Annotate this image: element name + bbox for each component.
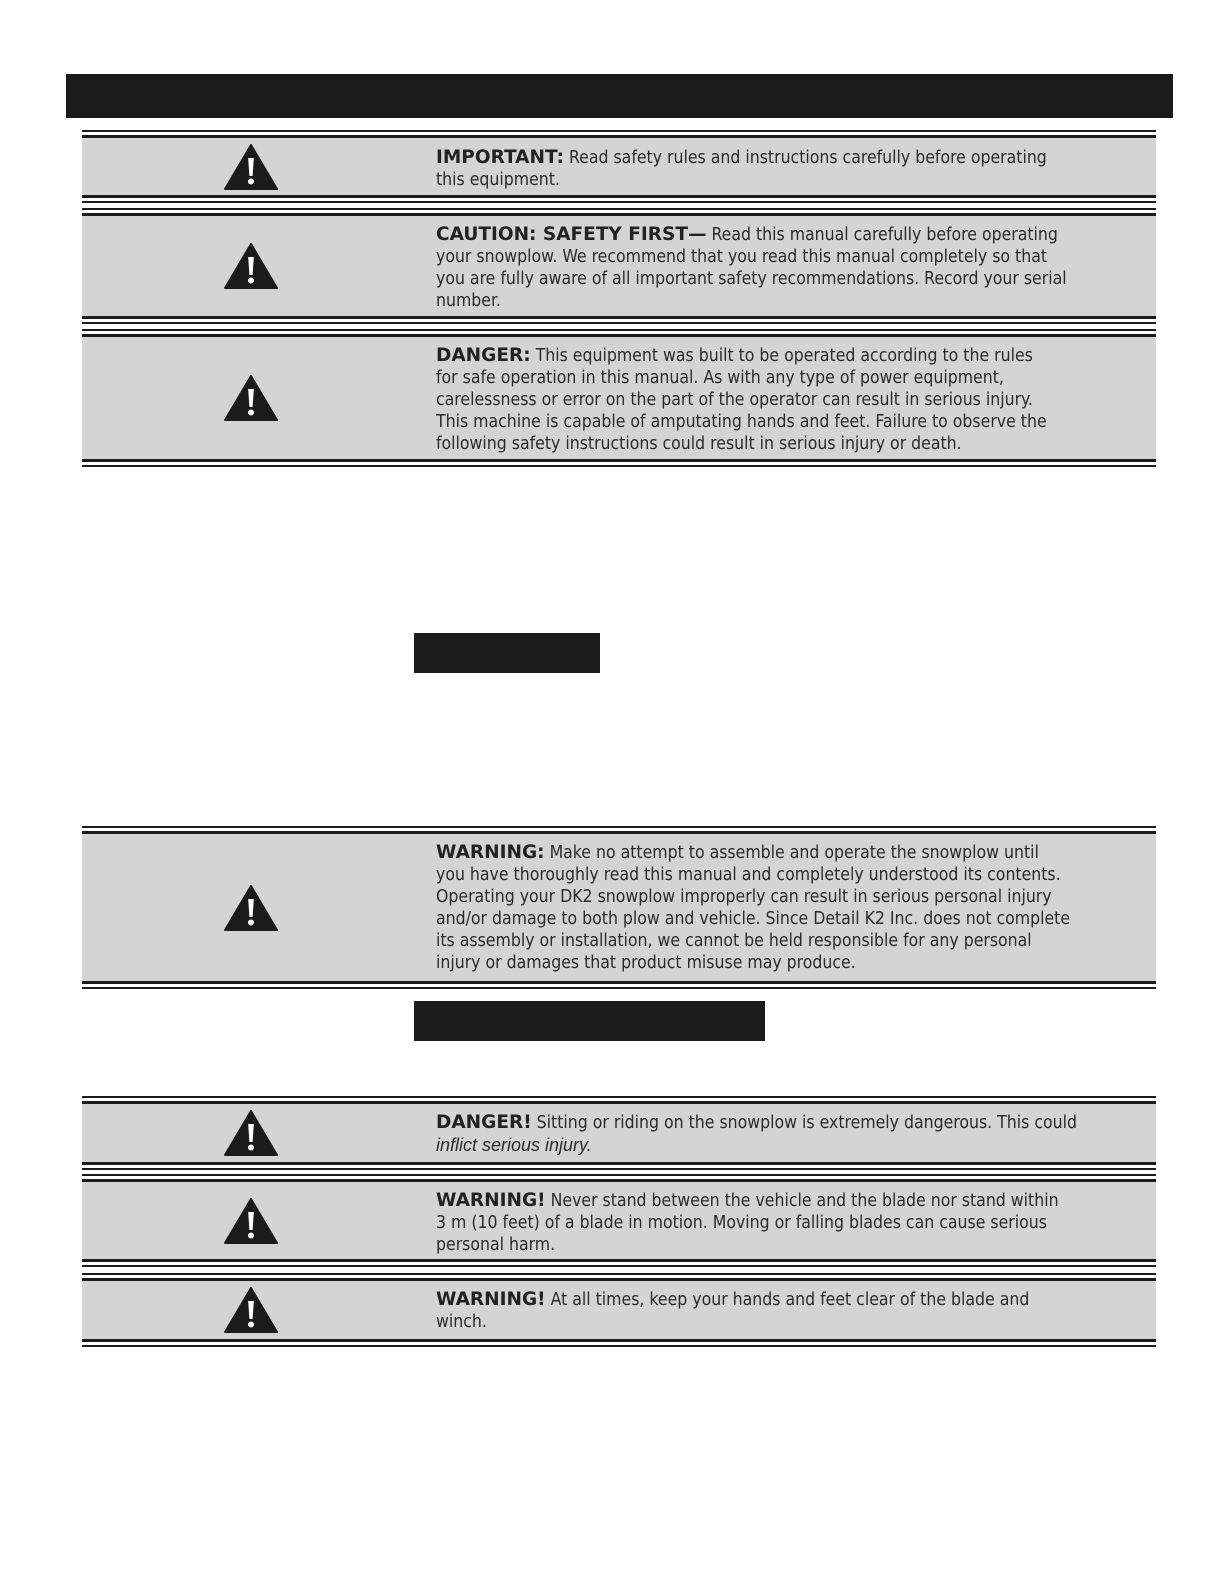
warning-triangle-icon <box>223 242 279 290</box>
notice-body: This equipment was built to be operated according to the rules for safe operation in this manual. As with any type of power equipment, carelessness or error on the part of the operator can result in serious injury. This machine is capable of amputating hands and feet. Failure to observe the following safety instructions could result in serious injury or death. <box>436 346 1047 454</box>
notice-text <box>436 147 1142 191</box>
warning-triangle-icon <box>223 374 279 422</box>
notice-lead: DANGER! <box>436 1112 532 1133</box>
notice-important <box>82 135 1156 198</box>
notice-lead: WARNING! <box>436 1190 546 1211</box>
notice-lead: WARNING! <box>436 1289 546 1310</box>
notice-text <box>436 1112 1146 1157</box>
notice-warning-stand <box>82 1179 1156 1262</box>
notice-body: Read safety rules and instructions carefully before operating this equipment. <box>436 148 1047 190</box>
notice-lead: WARNING: <box>436 842 545 863</box>
notice-danger-riding <box>82 1101 1156 1165</box>
notice-text <box>436 1289 1142 1333</box>
warning-triangle-icon <box>223 884 279 932</box>
notice-body: Make no attempt to assemble and operate the snowplow until you have thoroughly read this manual and completely understood its contents. Operating your DK2 snowplow improperly can result in serious personal injury and/or damage to both plow and vehicle. Since Detail K2 Inc. does not complete its assembly or installation, we cannot be held responsible for any personal injury or damages that product misuse may produce. <box>436 843 1071 973</box>
notice-body: Read this manual carefully before operating your snowplow. We recommend that you read this manual completely so that you are fully aware of all important safety recommendations. Record your serial number. <box>436 225 1067 311</box>
warning-triangle-icon <box>223 143 279 191</box>
notice-caution-safety-first <box>82 213 1156 319</box>
warning-triangle-icon <box>223 1197 279 1245</box>
notice-warning-assembly <box>82 831 1156 984</box>
notice-text <box>436 345 1142 455</box>
notice-lead: IMPORTANT: <box>436 147 564 168</box>
notice-lead: CAUTION: SAFETY FIRST— <box>436 224 707 245</box>
notice-warning-hands <box>82 1278 1156 1342</box>
notice-italic: inflict serious injury. <box>436 1135 592 1155</box>
notice-text <box>436 224 1142 312</box>
section-label-bar <box>414 633 600 673</box>
notice-body: At all times, keep your hands and feet clear of the blade and winch. <box>436 1290 1030 1332</box>
notice-text <box>436 1190 1142 1256</box>
notice-danger-operation <box>82 334 1156 462</box>
warning-triangle-icon <box>223 1286 279 1334</box>
notice-body: Never stand between the vehicle and the blade nor stand within 3 m (10 feet) of a blade in motion. Moving or falling blades can cause serious personal harm. <box>436 1191 1059 1255</box>
section-header-bar <box>66 74 1173 118</box>
notice-body: Sitting or riding on the snowplow is extremely dangerous. This could <box>536 1113 1077 1133</box>
section-label-bar <box>414 1001 765 1041</box>
notice-lead: DANGER: <box>436 345 531 366</box>
warning-triangle-icon <box>223 1109 279 1157</box>
notice-text <box>436 842 1146 974</box>
